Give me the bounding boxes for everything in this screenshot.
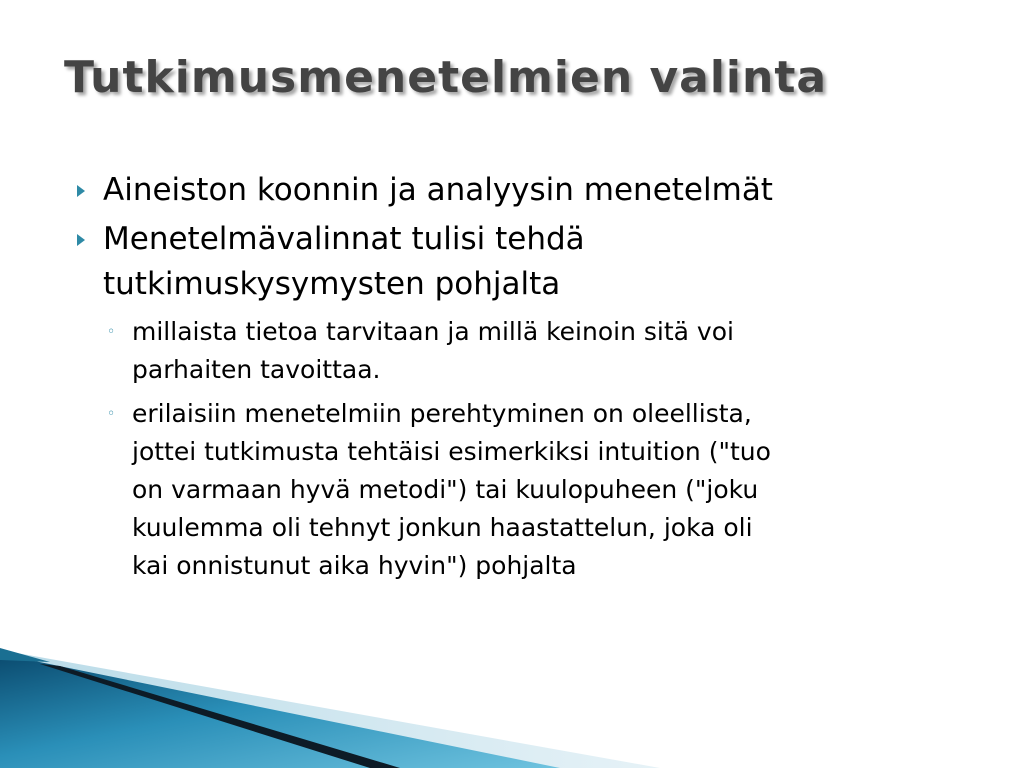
triangle-right-icon (76, 217, 88, 262)
bullet-text-line: tutkimuskysymysten pohjalta (103, 266, 561, 302)
sub-bullet-text-line: jottei tutkimusta tehtäisi esimerkiksi intuition ("tuo (132, 437, 771, 466)
sub-bullet-text-line: parhaiten tavoittaa. (132, 355, 381, 384)
bullet-item (72, 217, 972, 307)
sub-bullet-text-line: erilaisiin menetelmiin perehtyminen on oleellista, (132, 399, 752, 428)
bullet-item (72, 168, 972, 213)
sub-bullet-item (72, 313, 972, 389)
sub-bullet-text-line: kai onnistunut aika hyvin") pohjalta (132, 551, 577, 580)
small-circle-icon: ◦ (107, 324, 116, 340)
slide-content (72, 168, 972, 591)
slide-title: Tutkimusmenetelmien valinta (64, 52, 828, 103)
triangle-right-icon (76, 168, 88, 213)
decorative-wave-graphic (0, 640, 1024, 768)
bullet-text-line: Menetelmävalinnat tulisi tehdä (103, 221, 585, 257)
small-circle-icon: ◦ (107, 406, 116, 422)
sub-bullet-text-line: on varmaan hyvä metodi") tai kuulopuheen ("joku (132, 475, 759, 504)
sub-bullet-item (72, 395, 972, 585)
sub-bullet-text-line: kuulemma oli tehnyt jonkun haastattelun, joka oli (132, 513, 753, 542)
bullet-text-line: Aineiston koonnin ja analyysin menetelmät (103, 172, 773, 208)
sub-bullet-text-line: millaista tietoa tarvitaan ja millä keinoin sitä voi (132, 317, 734, 346)
